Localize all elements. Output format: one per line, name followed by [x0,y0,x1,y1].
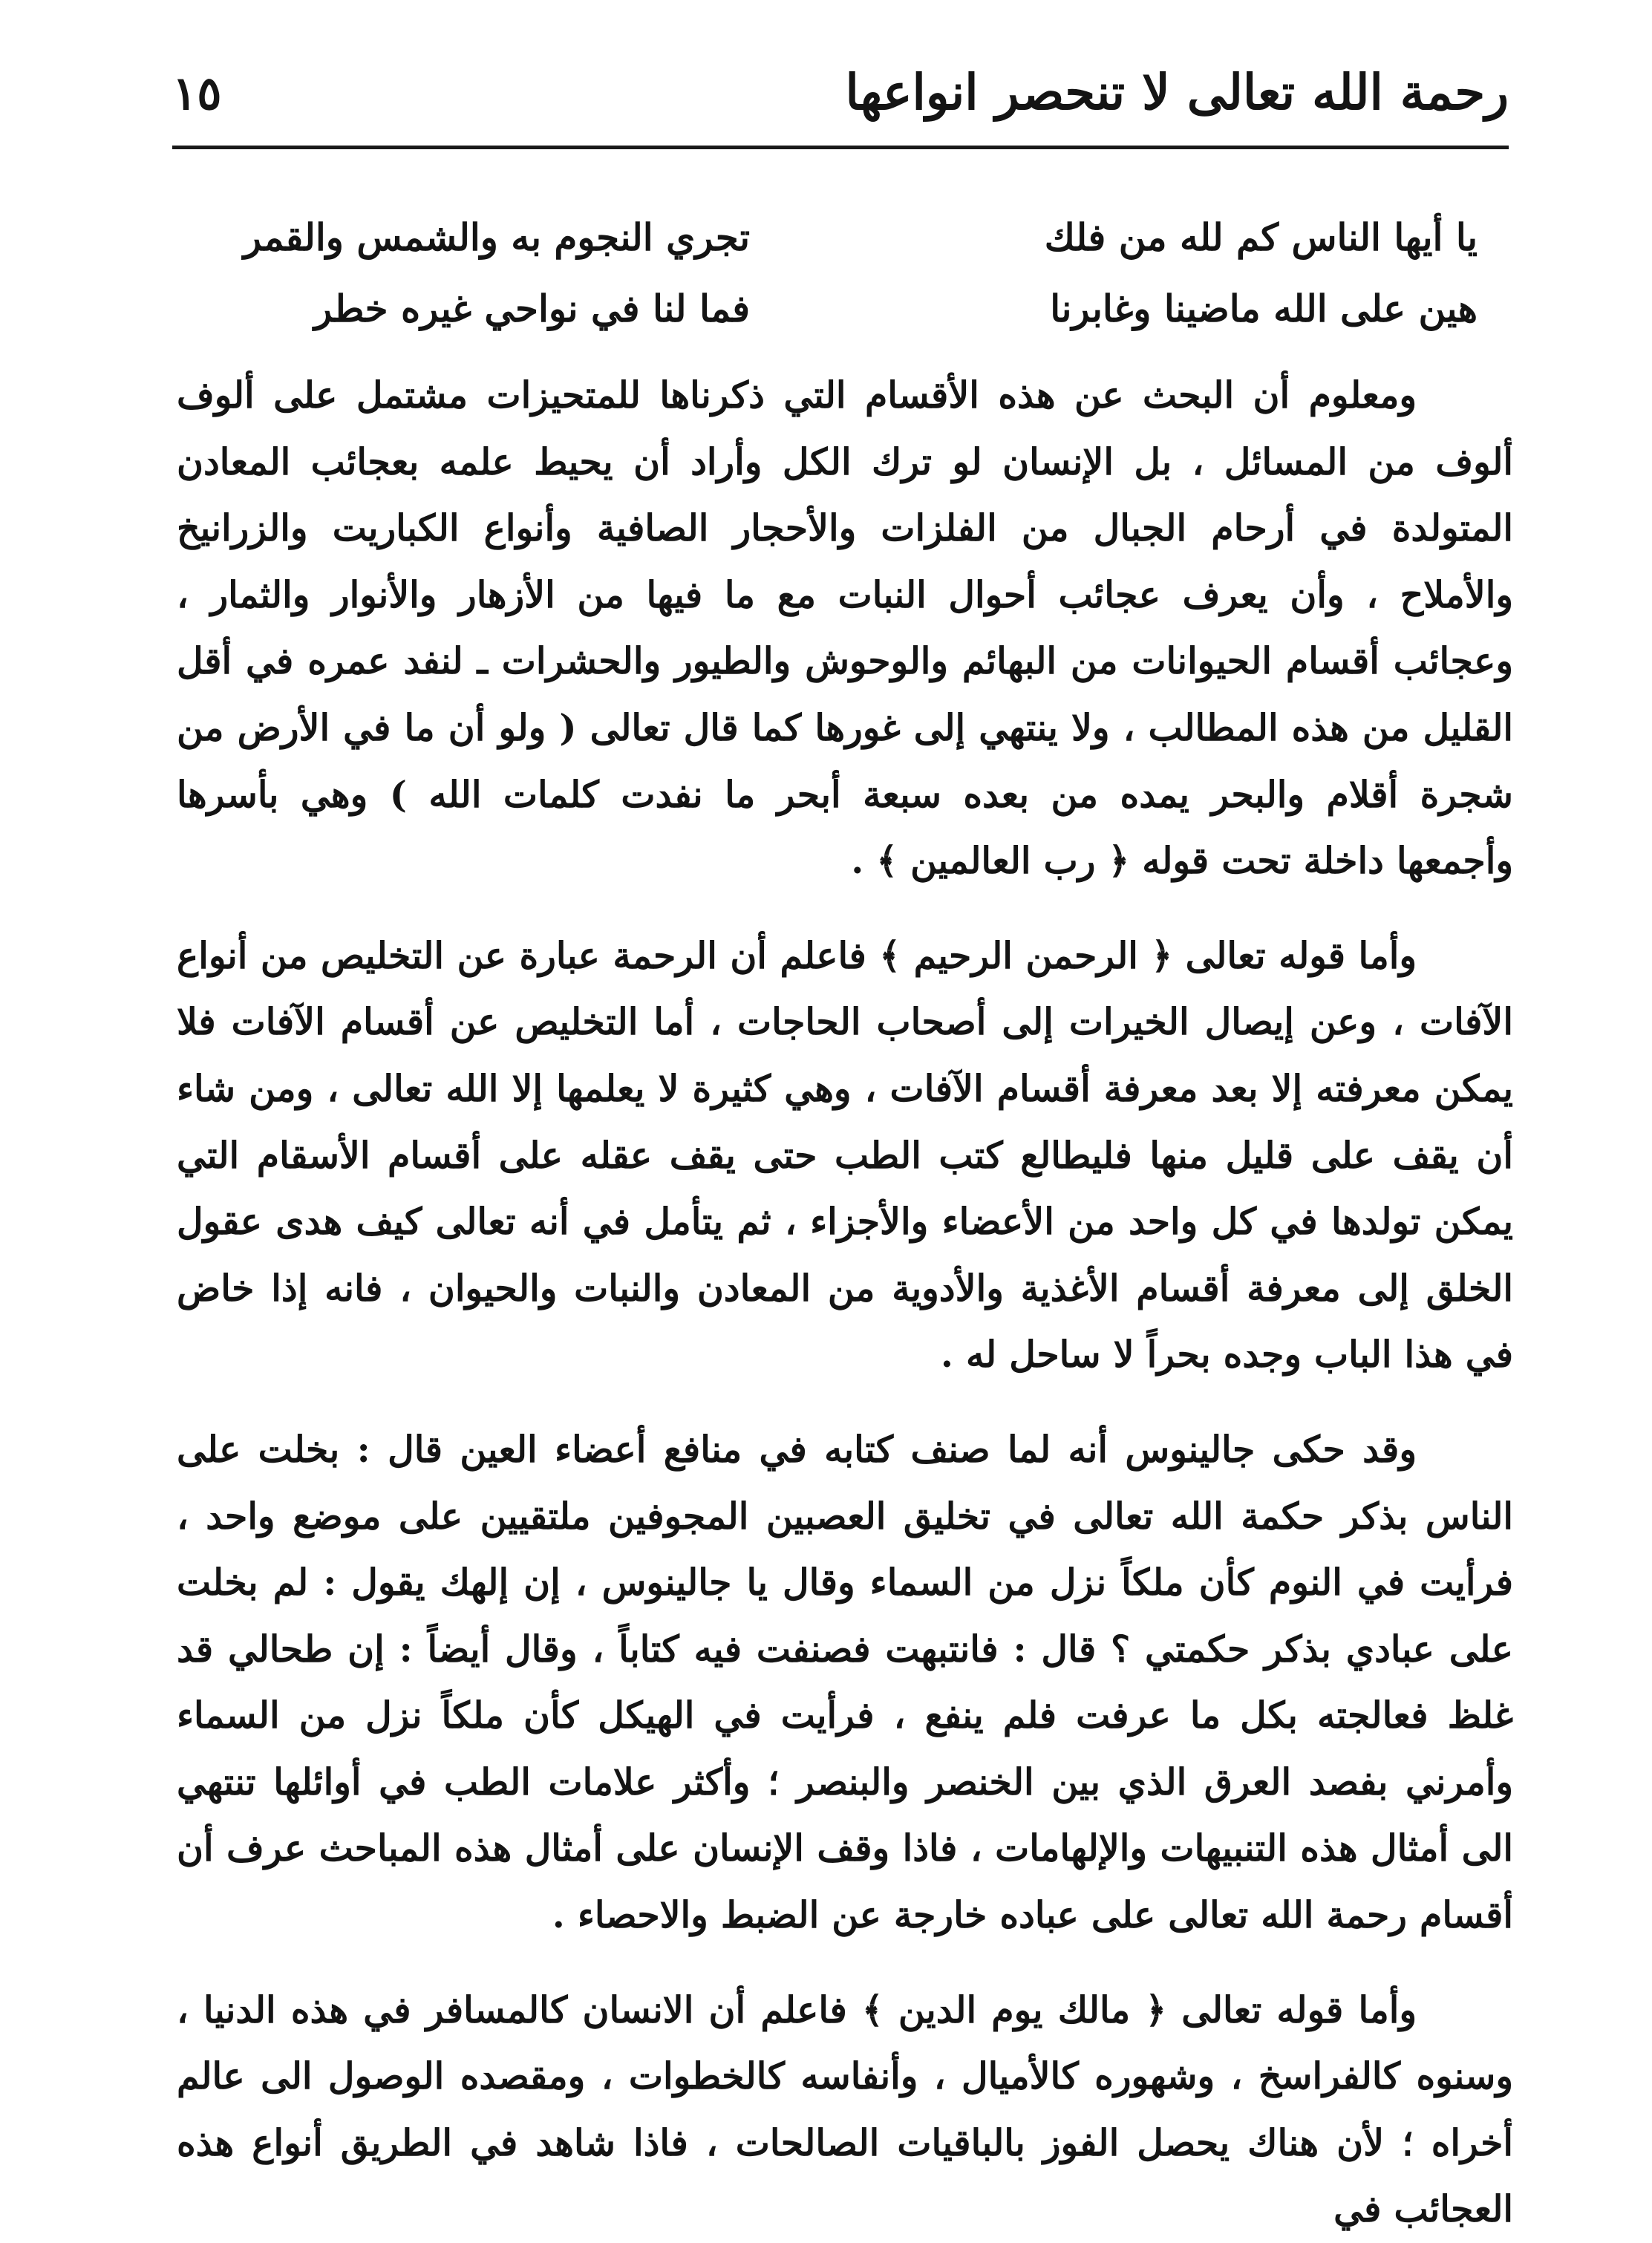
running-title: رحمة الله تعالى لا تنحصر انواعها [845,63,1509,121]
verse-line [200,287,1478,350]
poetry-verse [200,215,1478,356]
page-number: ١٥ [172,66,222,120]
paragraph: وأما قوله تعالى ﴿ الرحمن الرحيم ﴾ فاعلم أن الرحمة عبارة عن التخليص من أنواع الآفات ، وعن إيصال الخيرات إلى أصحاب الحاجات ، أما التخليص عن أقسام الآفات فلا يمكن معرفته إلا بعد معرفة أقسام الآفات ، وهي كثيرة لا يعلمها إلا الله تعالى ، ومن شاء أن يقف على قليل منها فليطالع كتب الطب حتى يقف عقله على أقسام الأسقام التي يمكن تولدها في كل واحد من الأعضاء والأجزاء ، ثم يتأمل في أنه تعالى كيف هدى عقول الخلق إلى معرفة أقسام الأغذية والأدوية من المعادن والنبات والحيوان ، فانه إذا خاض في هذا الباب وجده بحراً لا ساحل له . [177,933,1513,1377]
verse-hemistich-first: يا أيها الناس كم لله من فلك [1044,215,1478,259]
verse-line [200,215,1478,279]
paragraph: وأما قوله تعالى ﴿ مالك يوم الدين ﴾ فاعلم أن الانسان كالمسافر في هذه الدنيا ، وسنوه كالفراسخ ، وشهوره كالأميال ، وأنفاسه كالخطوات ، ومقصده الوصول الى عالم أخراه ؛ لأن هناك يحصل الفوز بالباقيات الصالحات ، فاذا شاهد في الطريق أنواع هذه العجائب في [177,1988,1513,2231]
verse-hemistich-first: هين على الله ماضينا وغابرنا [1050,287,1478,330]
header-rule [172,146,1509,149]
paragraph: ومعلوم أن البحث عن هذه الأقسام التي ذكرناها للمتحيزات مشتمل على ألوف ألوف من المسائل ، بل الإنسان لو ترك الكل وأراد أن يحيط علمه بعجائب المعادن المتولدة في أرحام الجبال من الفلزات والأحجار الصافية وأنواع الكباريت والزرانيخ والأملاح ، وأن يعرف عجائب أحوال النبات مع ما فيها من الأزهار والأنوار والثمار ، وعجائب أقسام الحيوانات من البهائم والوحوش والطيور والحشرات ـ لنفد عمره في أقل القليل من هذه المطالب ، ولا ينتهي إلى غورها كما قال تعالى ( ولو أن ما في الأرض من شجرة أقلام والبحر يمده من بعده سبعة أبحر ما نفدت كلمات الله ) وهي بأسرها وأجمعها داخلة تحت قوله ﴿ رب العالمين ﴾ . [177,373,1513,883]
page-header [172,63,1509,152]
verse-hemistich-second: تجري النجوم به والشمس والقمر [243,215,750,259]
body-text [177,362,1513,2243]
paragraph: وقد حكى جالينوس أنه لما صنف كتابه في منافع أعضاء العين قال : بخلت على الناس بذكر حكمة الله تعالى في تخليق العصبين المجوفين ملتقيين على موضع واحد ، فرأيت في النوم كأن ملكاً نزل من السماء وقال يا جالينوس ، إن إلهك يقول : لم بخلت على عبادي بذكر حكمتي ؟ قال : فانتبهت فصنفت فيه كتاباً ، وقال أيضاً : إن طحالي قد غلظ فعالجته بكل ما عرفت فلم ينفع ، فرأيت في الهيكل كأن ملكاً نزل من السماء وأمرني بفصد العرق الذي بين الخنصر والبنصر ؛ وأكثر علامات الطب في أوائلها تنتهي الى أمثال هذه التنبيهات والإلهامات ، فاذا وقف الإنسان على أمثال هذه المباحث عرف أن أقسام رحمة الله تعالى على عباده خارجة عن الضبط والاحصاء . [177,1427,1513,1937]
verse-hemistich-second: فما لنا في نواحي غيره خطر [314,287,750,330]
